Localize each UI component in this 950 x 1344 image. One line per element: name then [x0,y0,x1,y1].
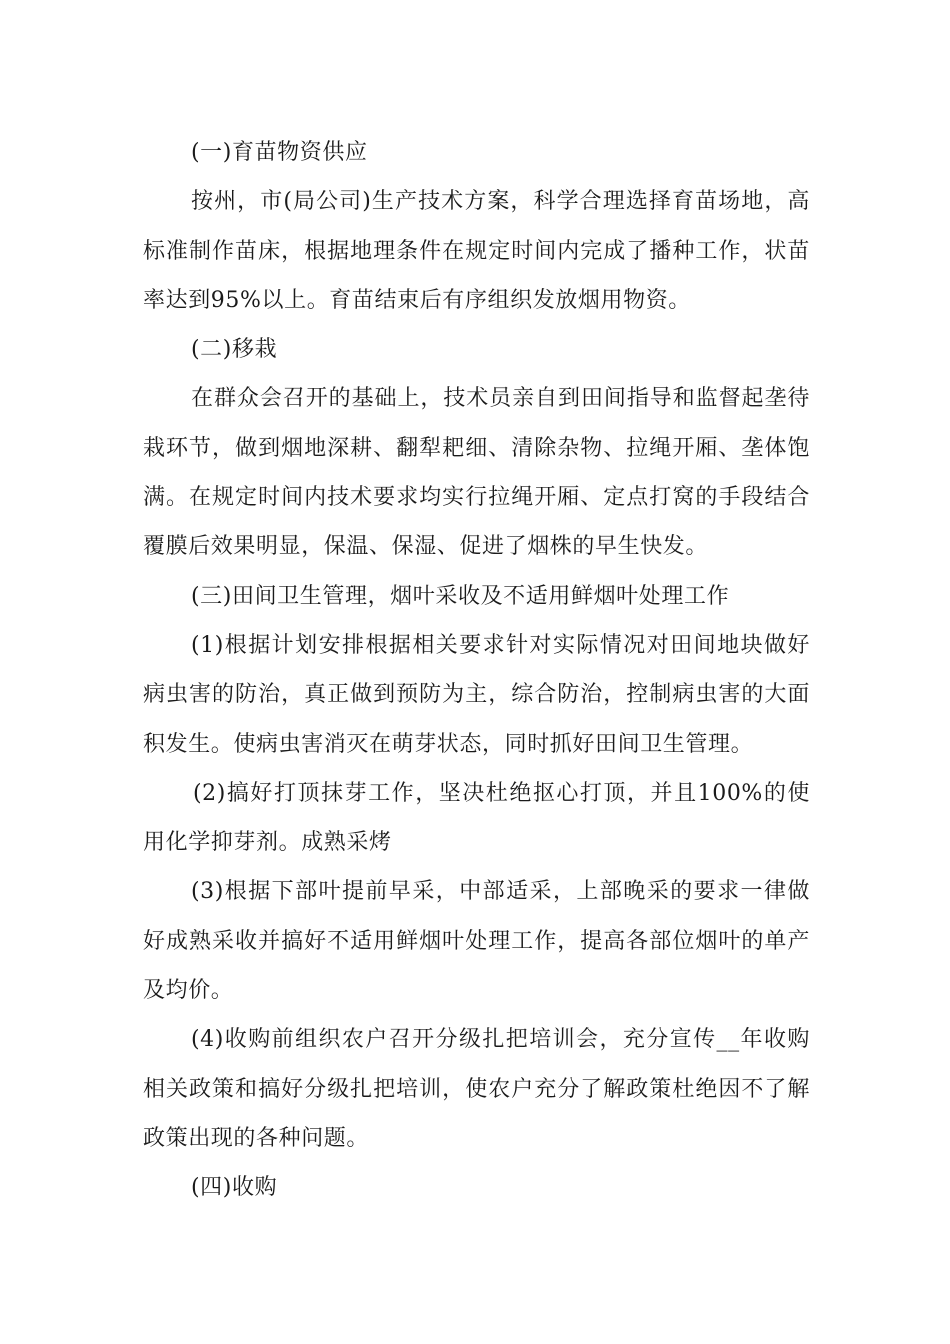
section-heading-transplanting: (二)移栽 [191,337,278,363]
section-heading-field-management: (三)田间卫生管理，烟叶采收及不适用鲜烟叶处理工作 [191,583,730,609]
document-body [143,128,810,1213]
paragraph-pest-control: (1)根据计划安排根据相关要求针对实际情况对田间地块做好病虫害的防治，真正做到预防为主，综合防治，控制病虫害的大面积发生。使病虫害消灭在萌芽状态，同时抓好田间卫生管理。 [143,632,810,757]
section-heading-seedling-supplies: (一)育苗物资供应 [191,140,368,165]
section-heading-purchasing: (四)收购 [191,1175,278,1201]
paragraph-harvesting: (3)根据下部叶提前早采，中部适采，上部晚采的要求一律做好成熟采收并搞好不适用鲜烟叶处理工作，提高各部位烟叶的单产及均价。 [143,879,810,1004]
paragraph-training: (4)收购前组织农户召开分级扎把培训会，充分宣传__年收购相关政策和搞好分级扎把培训，使农户充分了解政策杜绝因不了解政策出现的各种问题。 [143,1027,810,1151]
paragraph-seedling-supplies: 按州，市(局公司)生产技术方案，科学合理选择育苗场地，高标准制作苗床，根据地理条件在规定时间内完成了播种工作，状苗率达到95%以上。育苗结束后有序组织发放烟用物资。 [143,189,810,313]
paragraph-topping: (2)搞好打顶抹芽工作，坚决杜绝抠心打顶，并且100%的使用化学抑芽剂。成熟采烤 [143,780,810,856]
paragraph-transplanting: 在群众会召开的基础上，技术员亲自到田间指导和监督起垄待栽环节，做到烟地深耕、翻犁耙细、清除杂物、拉绳开厢、垄体饱满。在规定时间内技术要求均实行拉绳开厢、定点打窝的手段结合覆膜后效果明显，保温、保湿、促进了烟株的早生快发。 [143,386,810,560]
